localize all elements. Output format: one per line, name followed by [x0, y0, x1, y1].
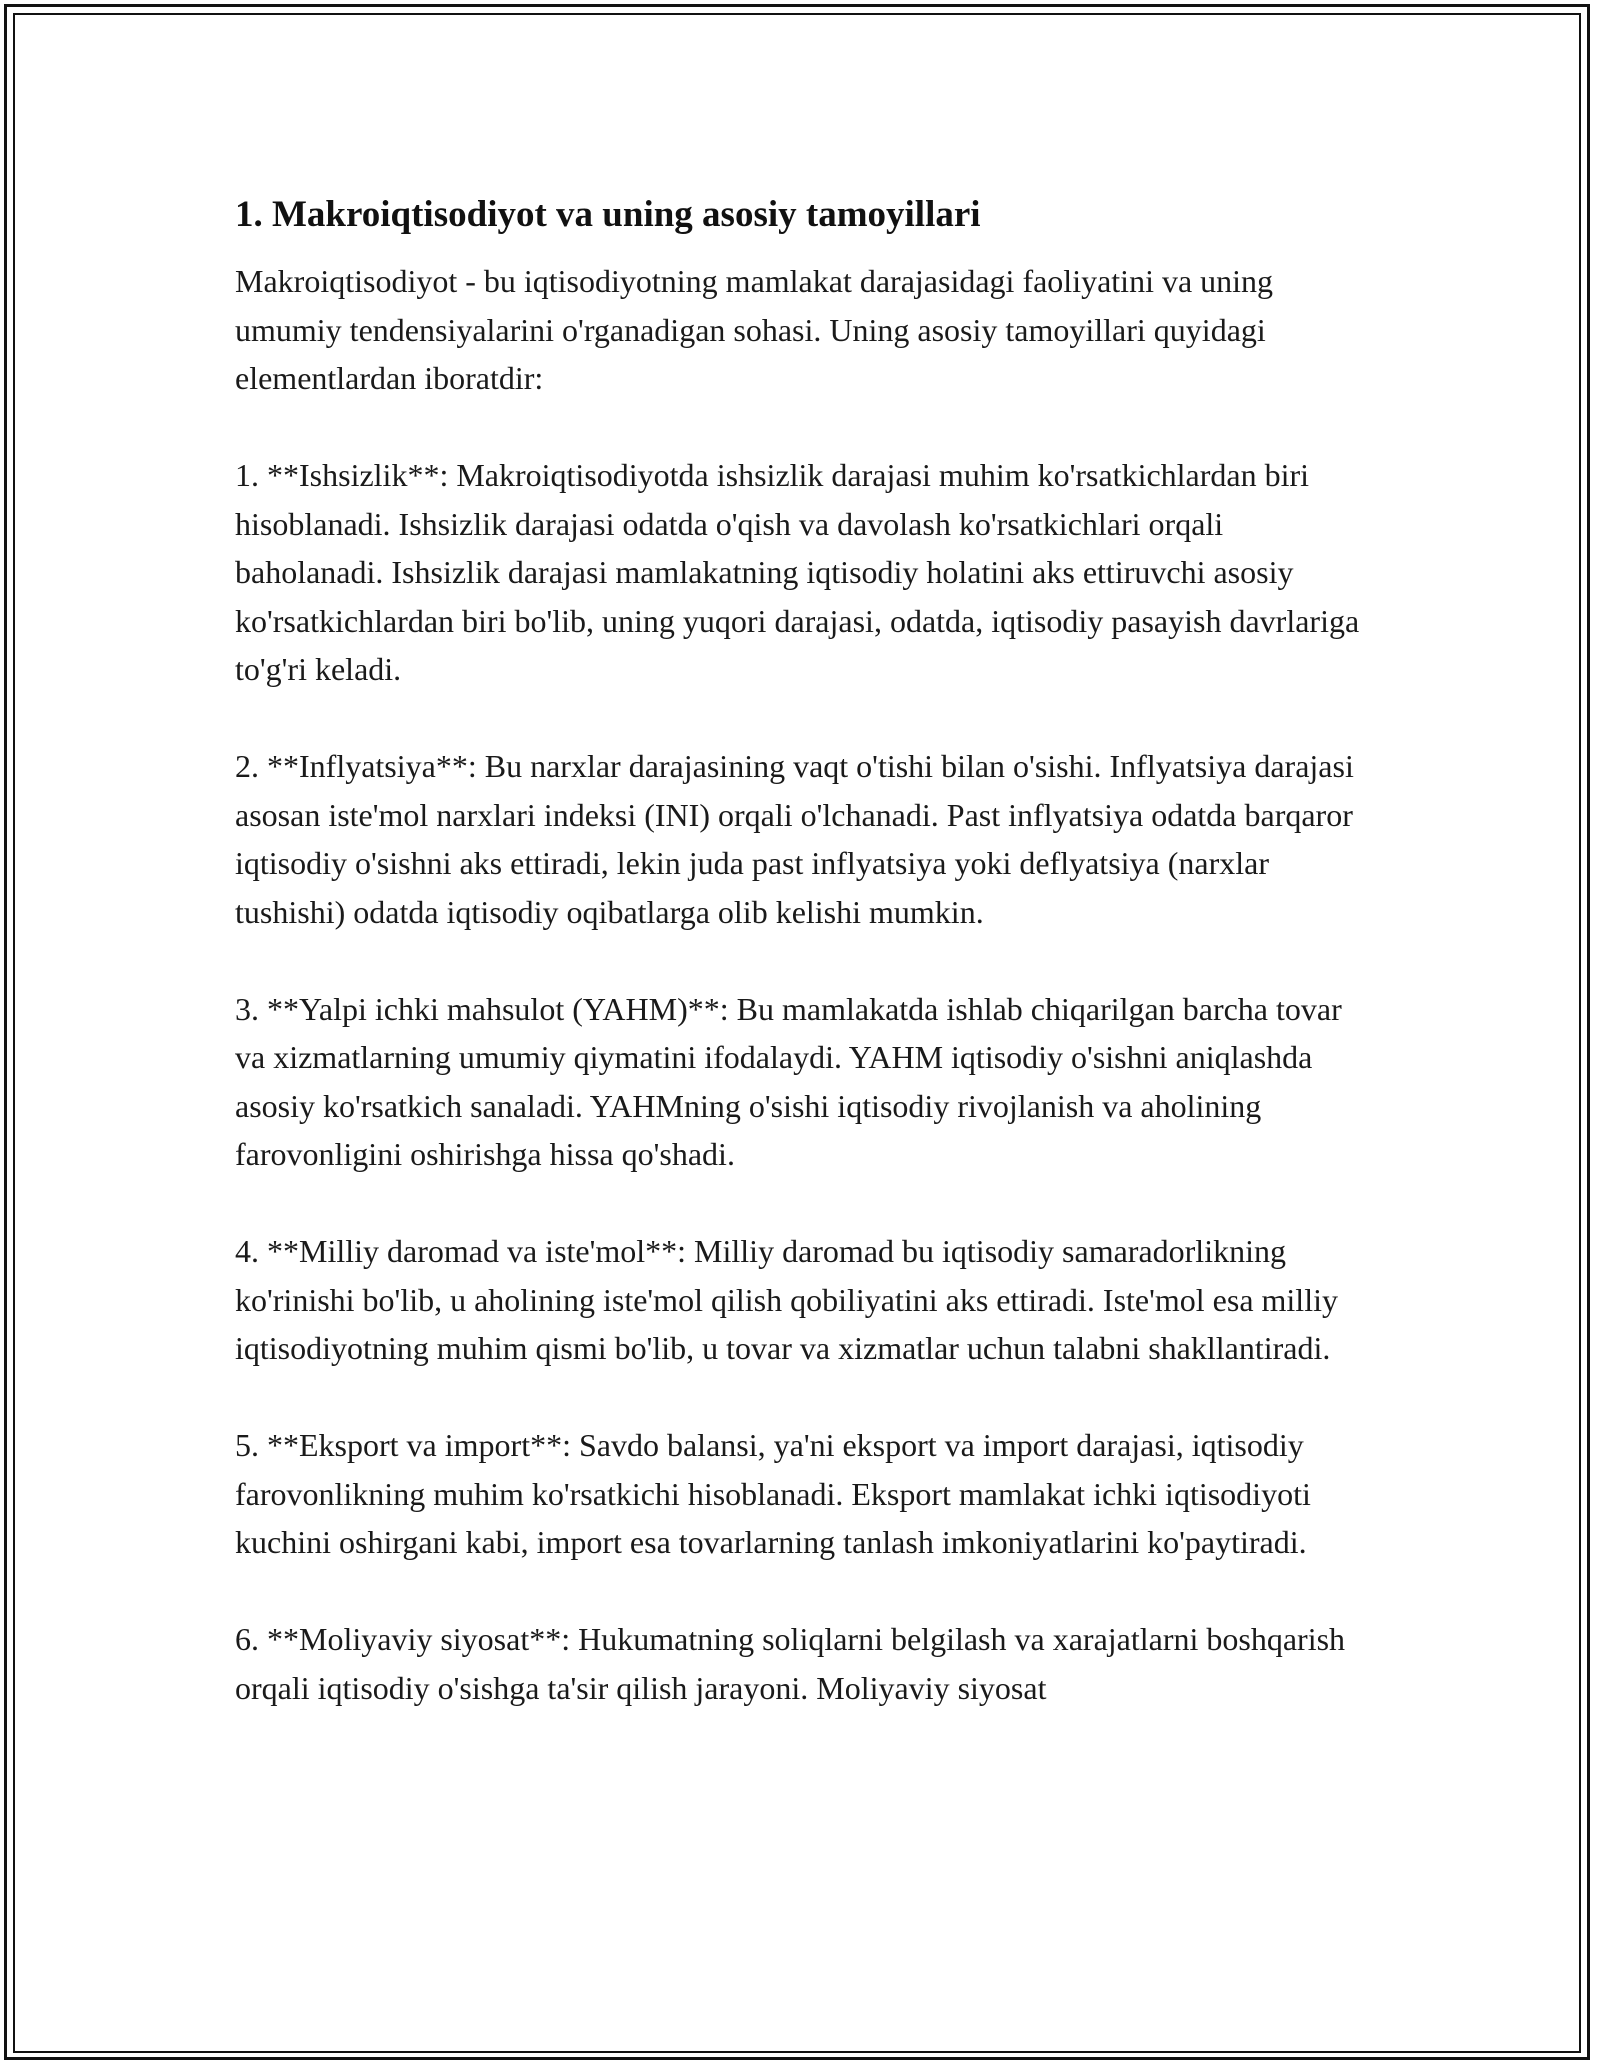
intro-paragraph: Makroiqtisodiyot - bu iqtisodiyotning mamlakat darajasidagi faoliyatini va uning umumiy tendensiyalarini o'rganadigan sohasi. Uning asosiy tamoyillari quyidagi elementlardan iboratdir:	[235, 263, 1274, 396]
paragraph-gdp: 3. **Yalpi ichki mahsulot (YAHM)**: Bu mamlakatda ishlab chiqarilgan barcha tovar va xizmatlarning umumiy qiymatini ifodalaydi. YAHM iqtisodiy o'sishni aniqlashda asosiy ko'rsatkich sanaladi. YAHMning o'sishi iqtisodiy rivojlanish va aholining farovonligini oshirishga hissa qo'shadi.	[235, 990, 1342, 1172]
paragraph-export-import: 5. **Eksport va import**: Savdo balansi, ya'ni eksport va import darajasi, iqtisodiy farovonlikning muhim ko'rsatkichi hisoblanadi. Eksport mamlakat ichki iqtisodiyoti kuchini oshirgani kabi, import esa tovarlarning tanlash imkoniyatlarini ko'paytiradi.	[235, 1427, 1311, 1560]
paragraph-inflation: 2. **Inflyatsiya**: Bu narxlar darajasining vaqt o'tishi bilan o'sishi. Inflyatsiya darajasi asosan iste'mol narxlari indeksi (INI) orqali o'lchanadi. Past inflyatsiya odatda barqaror iqtisodiy o'sishni aks ettiradi, lekin juda past inflyatsiya yoki deflyatsiya (narxlar tushishi) odatda iqtisodiy oqibatlarga olib kelishi mumkin.	[235, 748, 1354, 930]
paragraph-fiscal-policy: 6. **Moliyaviy siyosat**: Hukumatning soliqlarni belgilash va xarajatlarni boshqarish orqali iqtisodiy o'sishga ta'sir qilish jarayoni. Moliyaviy siyosat	[235, 1621, 1346, 1706]
paragraph-national-income: 4. **Milliy daromad va iste'mol**: Milliy daromad bu iqtisodiy samaradorlikning ko'rinishi bo'lib, u aholining iste'mol qilish qobiliyatini aks ettiradi. Iste'mol esa milliy iqtisodiyotning muhim qismi bo'lib, u tovar va xizmatlar uchun talabni shakllantiradi.	[235, 1233, 1338, 1366]
document-body	[235, 185, 1375, 1761]
section-heading: 1. Makroiqtisodiyot va uning asosiy tamoyillari	[235, 194, 981, 235]
paragraph-unemployment: 1. **Ishsizlik**: Makroiqtisodiyotda ishsizlik darajasi muhim ko'rsatkichlardan biri hisoblanadi. Ishsizlik darajasi odatda o'qish va davolash ko'rsatkichlari orqali baholanadi. Ishsizlik darajasi mamlakatning iqtisodiy holatini aks ettiruvchi asosiy ko'rsatkichlardan biri bo'lib, uning yuqori darajasi, odatda, iqtisodiy pasayish davrlariga to'g'ri keladi.	[235, 457, 1360, 687]
